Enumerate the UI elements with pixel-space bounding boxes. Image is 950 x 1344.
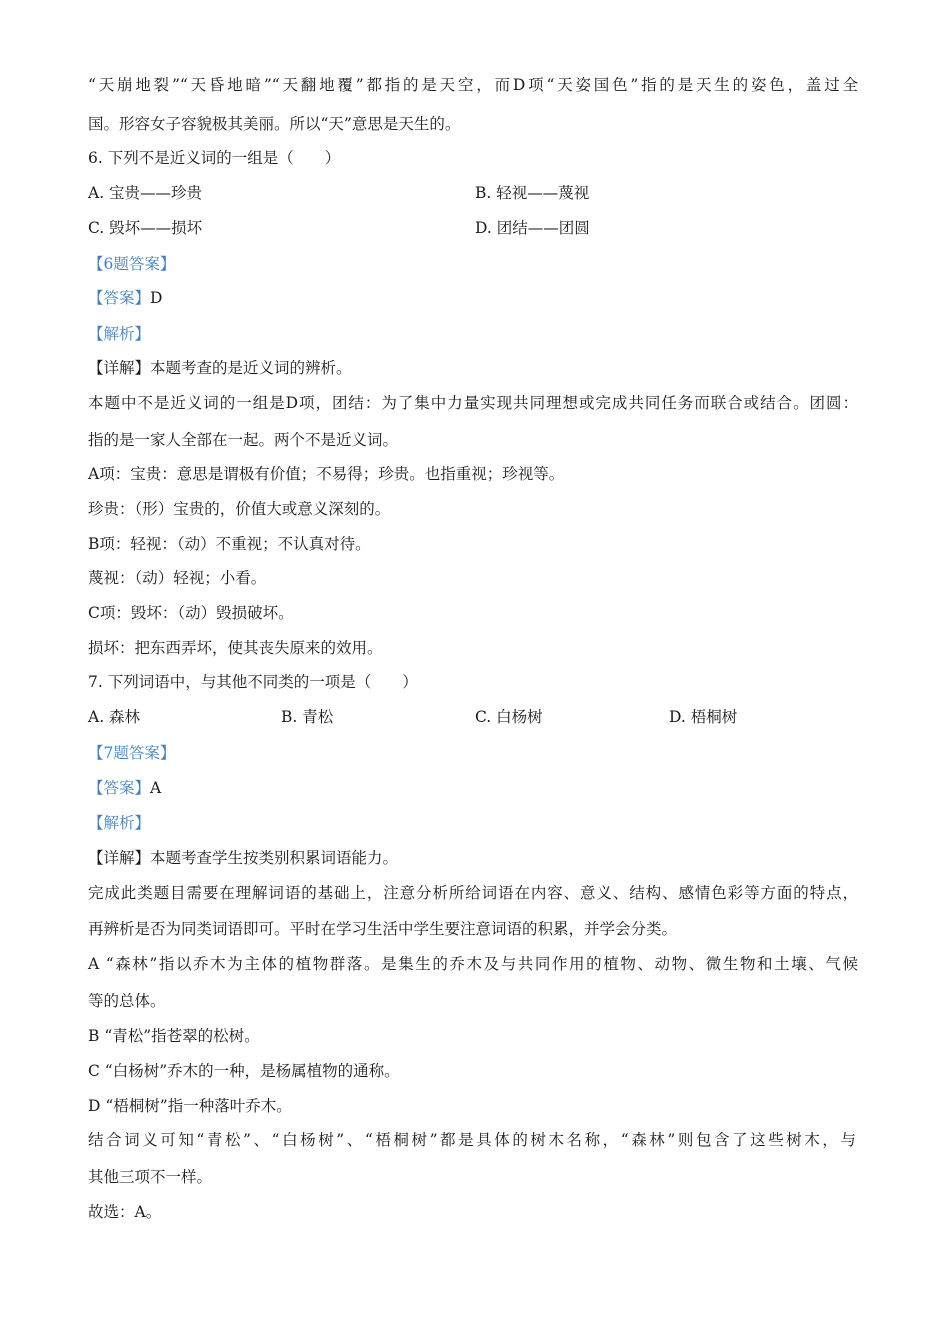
q6-option-a: A. 宝贵——珍贵 xyxy=(88,184,203,202)
q6-detail-text: 本题考查的是近义词的辨析。 xyxy=(150,359,352,377)
q6-para1-line2: 指的是一家人全部在一起。两个不是近义词。 xyxy=(88,431,399,449)
q6-analysis-heading: 【解析】 xyxy=(88,325,151,343)
q6-line-a: A项：宝贵：意思是谓极有价值；不易得；珍贵。也指重视；珍视等。 xyxy=(88,465,565,483)
q7-d-line: D “梧桐树”指一种落叶乔木。 xyxy=(88,1097,292,1115)
q6-answer-tag: 【答案】 xyxy=(88,289,151,307)
q7-answer-tag: 【答案】 xyxy=(88,779,151,797)
q7-option-b: B. 青松 xyxy=(281,708,334,726)
q6-line-c: C项：毁坏：（动）毁损破坏。 xyxy=(88,604,294,622)
q6-option-d: D. 团结——团圆 xyxy=(475,219,590,237)
q7-para1-line1: 完成此类题目需要在理解词语的基础上，注意分析所给词语在内容、意义、结构、感情色彩等方面的特点， xyxy=(88,884,858,902)
q7-summary-line1: 结合词义可知“青松”、“白杨树”、“梧桐树”都是具体的树木名称，“森林”则包含了这些树木，与 xyxy=(88,1131,856,1149)
q7-summary-line2: 其他三项不一样。 xyxy=(88,1168,213,1186)
q7-analysis-heading: 【解析】 xyxy=(88,814,151,832)
q7-a-line2: 等的总体。 xyxy=(88,992,166,1010)
q6-option-b: B. 轻视——蔑视 xyxy=(475,184,590,202)
q7-detail-tag: 【详解】 xyxy=(88,849,151,867)
q7-answer xyxy=(88,777,161,799)
q6-option-c: C. 毁坏——损坏 xyxy=(88,219,203,237)
q7-c-line: C “白杨树”乔木的一种，是杨属植物的通称。 xyxy=(88,1062,400,1080)
q6-line-a-2: 珍贵：（形）宝贵的，价值大或意义深刻的。 xyxy=(88,500,391,518)
q7-conclusion: 故选：A。 xyxy=(88,1203,162,1221)
q7-option-c: C. 白杨树 xyxy=(475,708,543,726)
q7-answer-heading: 【7题答案】 xyxy=(88,744,176,762)
q6-answer-value: D xyxy=(150,289,163,307)
q7-para1-line2: 再辨析是否为同类词语即可。平时在学习生活中学生要注意词语的积累，并学会分类。 xyxy=(88,920,678,938)
q7-b-line: B “青松”指苍翠的松树。 xyxy=(88,1027,260,1045)
q6-detail xyxy=(88,357,352,379)
q6-line-b: B项：轻视：（动）不重视；不认真对待。 xyxy=(88,535,371,553)
q6-line-b-2: 蔑视：（动）轻视；小看。 xyxy=(88,569,267,587)
q7-detail xyxy=(88,847,398,869)
q7-question: 7. 下列词语中，与其他不同类的一项是（ ） xyxy=(88,673,418,691)
intro-line-2: 国。形容女子容貌极其美丽。所以“天”意思是天生的。 xyxy=(88,115,461,133)
q7-option-a: A. 森林 xyxy=(88,708,141,726)
q6-answer-heading: 【6题答案】 xyxy=(88,255,176,273)
intro-line-1: “天崩地裂”“天昏地暗”“天翻地覆”都指的是天空，而D项“天姿国色”指的是天生的姿色，盖过全 xyxy=(88,76,858,94)
q7-a-line1: A “森林”指以乔木为主体的植物群落。是集生的乔木及与共同作用的植物、动物、微生物和土壤、气候 xyxy=(88,955,858,973)
q7-detail-text: 本题考查学生按类别积累词语能力。 xyxy=(150,849,399,867)
q7-answer-value: A xyxy=(150,779,162,797)
q6-question: 6. 下列不是近义词的一组是（ ） xyxy=(88,149,341,167)
q6-answer xyxy=(88,287,162,309)
q6-para1-line1: 本题中不是近义词的一组是D项，团结：为了集中力量实现共同理想或完成共同任务而联合或结合。团圆： xyxy=(88,394,858,412)
q7-option-d: D. 梧桐树 xyxy=(669,708,738,726)
q6-detail-tag: 【详解】 xyxy=(88,359,151,377)
q6-line-c-2: 损坏：把东西弄坏，使其丧失原来的效用。 xyxy=(88,639,383,657)
